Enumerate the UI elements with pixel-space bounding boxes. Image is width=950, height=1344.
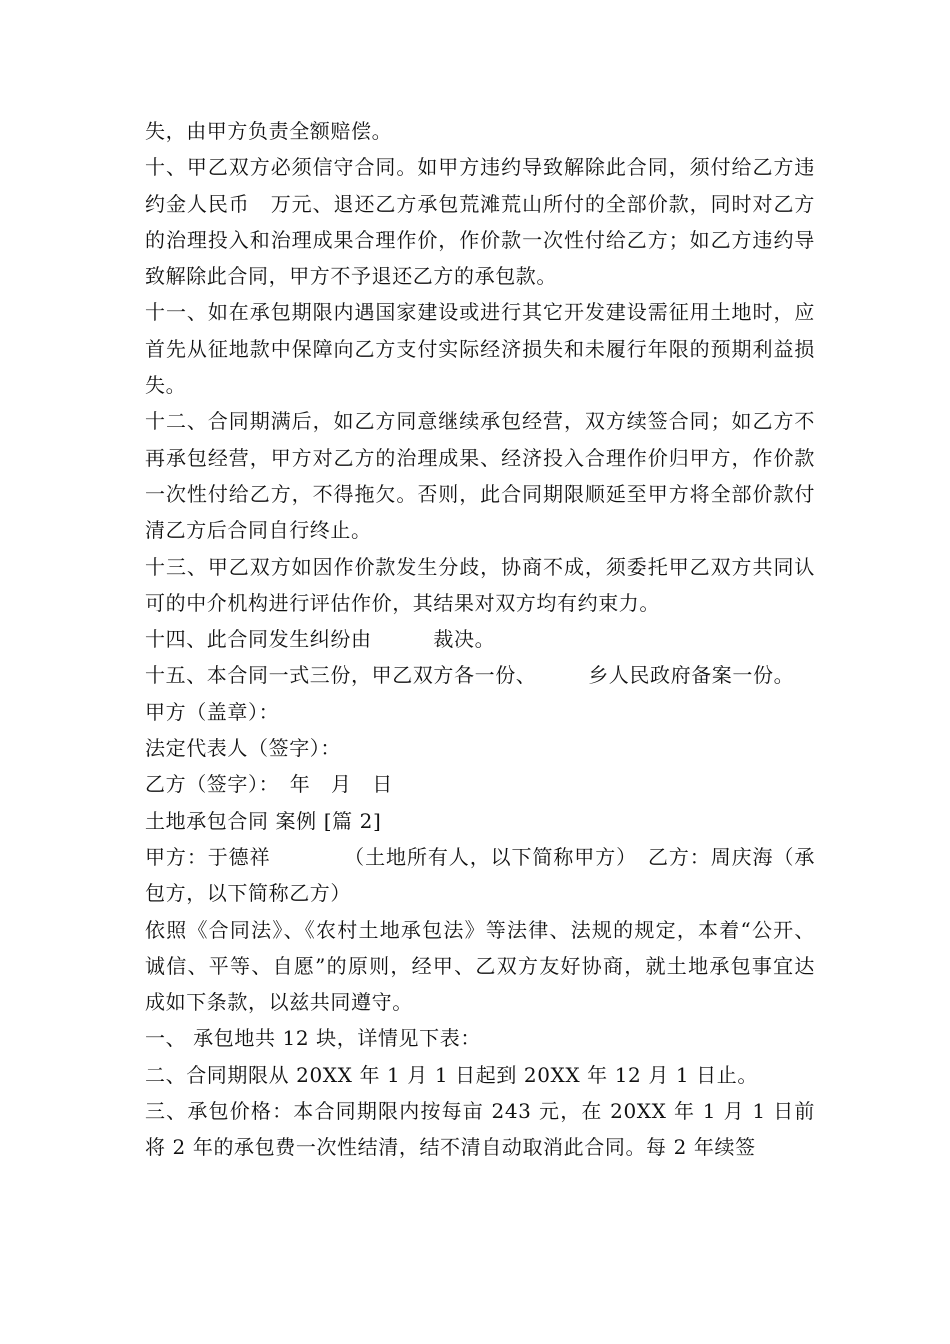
paragraph-parties: 甲方：于德祥 （土地所有人，以下简称甲方） 乙方：周庆海（承包方，以下简称乙方） [145,844,815,906]
paragraph-clause-15: 十五、本合同一式三份，甲乙双方各一份、 乡人民政府备案一份。 [145,663,795,688]
section-heading: 土地承包合同 案例 [篇 2] [145,808,382,833]
paragraph-clause-13: 十三、甲乙双方如因作价款发生分歧，协商不成，须委托甲乙双方共同认可的中介机构进行评估作价，其结果对双方均有约束力。 [145,554,815,615]
paragraph-clause-2: 二、合同期限从 20XX 年 1 月 1 日起到 20XX 年 12 月 1 日止。 [145,1062,758,1087]
paragraph-clause-11: 十一、如在承包期限内遇国家建设或进行其它开发建设需征用土地时，应首先从征地款中保障向乙方支付实际经济损失和未履行年限的预期利益损失。 [145,300,815,398]
paragraph-clause-3: 三、承包价格：本合同期限内按每亩 243 元，在 20XX 年 1 月 1 日前将 2 年的承包费一次性结清，结不清自动取消此合同。每 2 年续签 [145,1099,815,1160]
signature-party-a: 甲方（盖章）： [145,699,280,724]
signature-party-b-date: 乙方（签字）： 年 月 日 [145,772,393,797]
paragraph-clause-12: 十二、合同期满后，如乙方同意继续承包经营，双方续签合同；如乙方不再承包经营，甲方对乙方的治理成果、经济投入合理作价归甲方，作价款一次性付给乙方，不得拖欠。否则，此合同期限顺延至甲方将全部价款付清乙方后合同自行终止。 [145,409,815,543]
paragraph-clause-10: 十、甲乙双方必须信守合同。如甲方违约导致解除此合同，须付给乙方违约金人民币 万元、退还乙方承包荒滩荒山所付的全部价款，同时对乙方的治理投入和治理成果合理作价，作价款一次性付给乙方；如乙方违约导致解除此合同，甲方不予退还乙方的承包款。 [145,155,815,289]
document-body [145,113,815,1166]
paragraph-clause-9-end: 失，由甲方负责全额赔偿。 [145,119,393,143]
paragraph-clause-1: 一、 承包地共 12 块，详情见下表： [145,1026,481,1051]
paragraph-preamble: 依照《合同法》、《农村土地承包法》等法律、法规的规定，本着“公开、诚信、平等、自愿”的原则，经甲、乙双方友好协商，就土地承包事宜达成如下条款，以兹共同遵守。 [145,917,815,1015]
paragraph-clause-14: 十四、此合同发生纠纷由 裁决。 [145,627,496,652]
signature-legal-representative: 法定代表人（签字）： [145,736,341,761]
